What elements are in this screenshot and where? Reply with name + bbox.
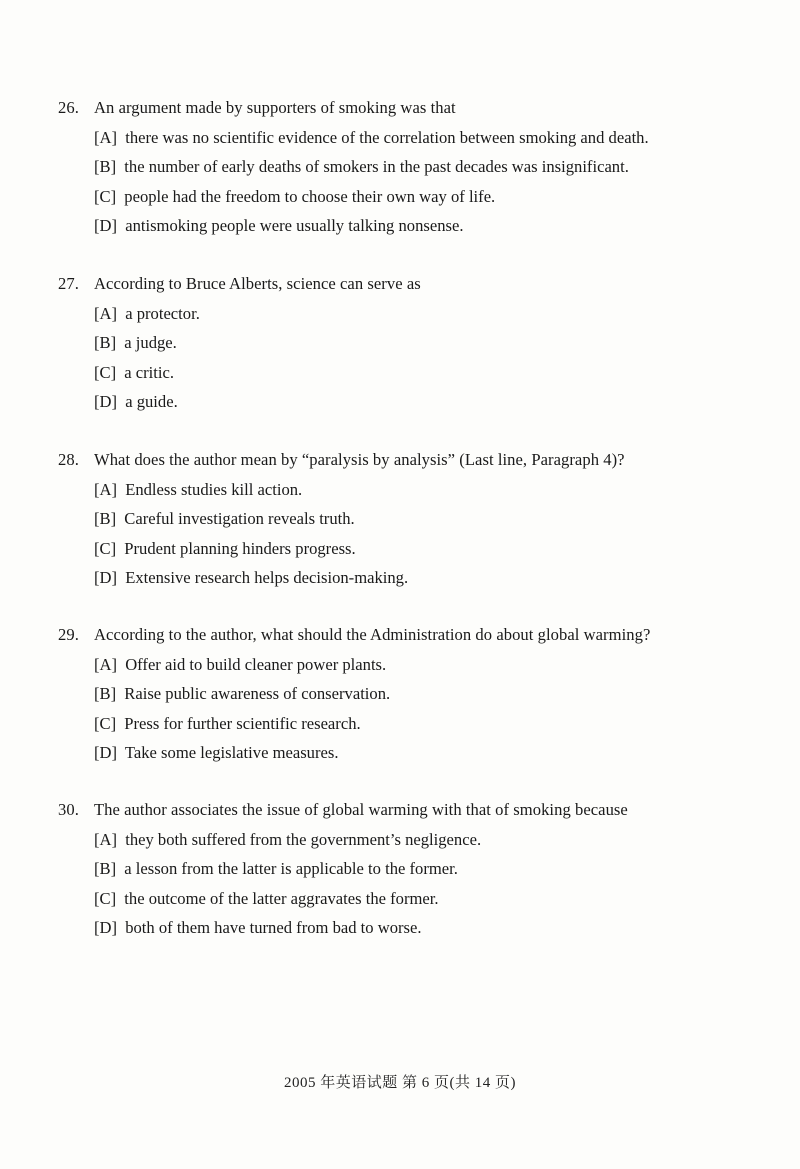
question-26 [58, 93, 778, 241]
option-d [58, 563, 778, 593]
option-b [58, 328, 778, 358]
question-30 [58, 795, 778, 943]
question-stem [58, 795, 778, 825]
option-text: a judge. [124, 333, 177, 352]
option-letter: [A] [94, 127, 118, 147]
option-b [58, 679, 778, 709]
option-text: there was no scientific evidence of the correlation between smoking and death. [125, 127, 649, 147]
option-a [58, 475, 778, 505]
question-28 [58, 445, 778, 593]
question-text: According to Bruce Alberts, science can serve as [94, 274, 421, 293]
option-text: Take some legislative measures. [124, 743, 339, 762]
option-text: a lesson from the latter is applicable to the former. [124, 859, 458, 878]
option-letter: [A] [94, 654, 118, 674]
option-c [58, 358, 778, 388]
option-text: a critic. [124, 362, 175, 382]
option-letter: [D] [94, 392, 118, 411]
option-letter: [C] [94, 186, 117, 206]
option-letter: [B] [94, 333, 117, 352]
option-letter: [C] [94, 713, 117, 733]
option-letter: [D] [94, 568, 118, 587]
option-a [58, 650, 778, 680]
option-a [58, 299, 778, 329]
question-stem [58, 93, 778, 123]
option-letter: [D] [94, 216, 118, 235]
option-letter: [B] [94, 859, 117, 878]
option-c [58, 709, 778, 739]
question-stem [58, 620, 778, 650]
question-number: 30. [58, 800, 79, 819]
option-letter: [B] [94, 509, 117, 528]
question-29 [58, 620, 778, 768]
option-text: Extensive research helps decision-making. [125, 568, 409, 587]
question-stem [58, 269, 778, 299]
option-letter: [D] [94, 918, 118, 937]
option-text: Careful investigation reveals truth. [124, 509, 355, 528]
option-text: Raise public awareness of conservation. [124, 684, 391, 703]
option-text: Offer aid to build cleaner power plants. [125, 654, 387, 674]
option-letter: [A] [94, 303, 118, 323]
question-text: An argument made by supporters of smoking was that [94, 98, 456, 117]
option-text: a protector. [125, 303, 200, 323]
option-d [58, 387, 778, 417]
question-number: 26. [58, 98, 79, 117]
option-b [58, 152, 778, 182]
option-letter: [C] [94, 888, 117, 908]
option-d [58, 913, 778, 943]
option-a [58, 825, 778, 855]
option-b [58, 504, 778, 534]
option-letter: [B] [94, 157, 117, 176]
option-text: the outcome of the latter aggravates the former. [124, 888, 439, 908]
page-footer: 2005 年英语试题 第 6 页(共 14 页) [284, 1075, 516, 1091]
question-number: 27. [58, 274, 79, 293]
option-text: Press for further scientific research. [124, 713, 361, 733]
question-number: 28. [58, 450, 79, 469]
option-text: Endless studies kill action. [125, 479, 303, 499]
question-text: According to the author, what should the Administration do about global warming? [94, 625, 651, 644]
option-letter: [D] [94, 743, 118, 762]
question-text: What does the author mean by “paralysis by analysis” (Last line, Paragraph 4)? [94, 450, 625, 469]
option-c [58, 534, 778, 564]
option-d [58, 738, 778, 768]
option-c [58, 884, 778, 914]
option-letter: [A] [94, 479, 118, 499]
question-27 [58, 269, 778, 417]
option-text: antismoking people were usually talking nonsense. [125, 216, 464, 235]
option-text: both of them have turned from bad to worse. [125, 918, 422, 937]
question-text: The author associates the issue of global warming with that of smoking because [94, 800, 628, 819]
option-letter: [C] [94, 362, 117, 382]
option-text: the number of early deaths of smokers in the past decades was insignificant. [124, 157, 629, 176]
option-letter: [B] [94, 684, 117, 703]
option-text: people had the freedom to choose their own way of life. [124, 186, 496, 206]
question-stem [58, 445, 778, 475]
option-c [58, 182, 778, 212]
option-text: they both suffered from the government’s negligence. [125, 829, 482, 849]
option-letter: [C] [94, 538, 117, 558]
option-text: a guide. [125, 392, 178, 411]
option-text: Prudent planning hinders progress. [124, 538, 356, 558]
question-number: 29. [58, 625, 79, 644]
option-a [58, 123, 778, 153]
option-b [58, 854, 778, 884]
option-d [58, 211, 778, 241]
option-letter: [A] [94, 829, 118, 849]
